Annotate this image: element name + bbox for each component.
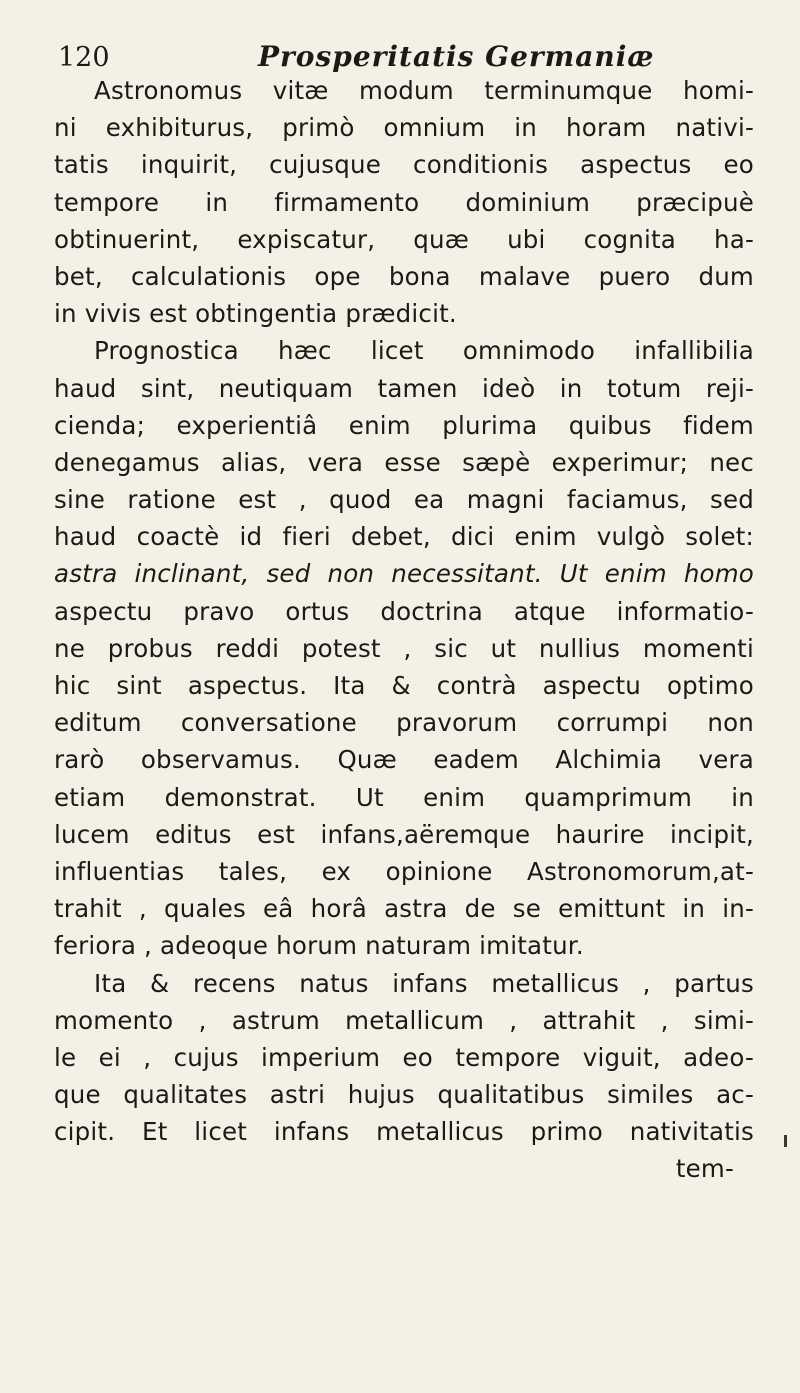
text-line: hic sint aspectus. Ita & contrà aspectu optimo — [54, 671, 754, 700]
text-line: Astronomus vitæ modum terminumque homi- — [94, 76, 754, 105]
text-line: tatis inquirit, cujusque conditionis aspectus eo — [54, 150, 754, 180]
text-line: Ita & recens natus infans metallicus , partus — [94, 968, 754, 998]
text-line: Prognostica hæc licet omnimodo infallibilia — [94, 336, 754, 366]
text-line: feriora , adeoque horum naturam imitatur. — [54, 931, 584, 961]
text-line: denegamus alias, vera esse sæpè experimur; nec — [54, 447, 754, 477]
text-line: lucem editus est infans,aëremque haurire incipit, — [54, 819, 754, 849]
page-header — [0, 32, 800, 72]
running-title: Prosperitatis Germaniæ — [258, 40, 655, 73]
text-line: sine ratione est , quod ea magni faciamus, sed — [54, 485, 754, 515]
text-line: ne probus reddi potest , sic ut nullius momenti — [54, 633, 754, 663]
text-line: obtinuerint, expiscatur, quæ ubi cognita ha- — [54, 224, 754, 254]
text-line: in vivis est obtingentia prædicit. — [54, 299, 457, 329]
text-line: aspectu pravo ortus doctrina atque informatio- — [54, 596, 754, 626]
text-line: le ei , cujus imperium eo tempore viguit, adeo- — [54, 1042, 754, 1072]
text-line: editum conversatione pravorum corrumpi non — [54, 708, 754, 738]
text-line: etiam demonstrat. Ut enim quamprimum in — [54, 782, 754, 812]
text-line: cipit. Et licet infans metallicus primo nativitatis — [54, 1117, 754, 1147]
body-text — [54, 72, 754, 1188]
text-line: que qualitates astri hujus qualitatibus similes ac- — [54, 1080, 754, 1110]
catchword: tem- — [675, 1154, 734, 1184]
text-line: astra inclinant, sed non necessitant. Ut enim homo — [54, 559, 754, 589]
page-number: 120 — [58, 42, 110, 73]
text-line: trahit , quales eâ horâ astra de se emittunt in in- — [54, 894, 754, 924]
text-line: haud sint, neutiquam tamen ideò in totum reji- — [54, 373, 754, 403]
ink-mark — [784, 1135, 787, 1147]
text-line: momento , astrum metallicum , attrahit , simi- — [54, 1005, 754, 1035]
text-line: haud coactè id fieri debet, dici enim vulgò solet: — [54, 522, 754, 552]
text-line: bet, calculationis ope bona malave puero dum — [54, 261, 754, 291]
text-line: influentias tales, ex opinione Astronomorum,at- — [54, 856, 754, 886]
text-line: tempore in firmamento dominium præcipuè — [54, 187, 754, 217]
text-line: cienda; experientiâ enim plurima quibus fidem — [54, 410, 754, 440]
text-line: ni exhibiturus, primò omnium in horam nativi- — [54, 113, 754, 143]
text-line: rarò observamus. Quæ eadem Alchimia vera — [54, 745, 754, 775]
